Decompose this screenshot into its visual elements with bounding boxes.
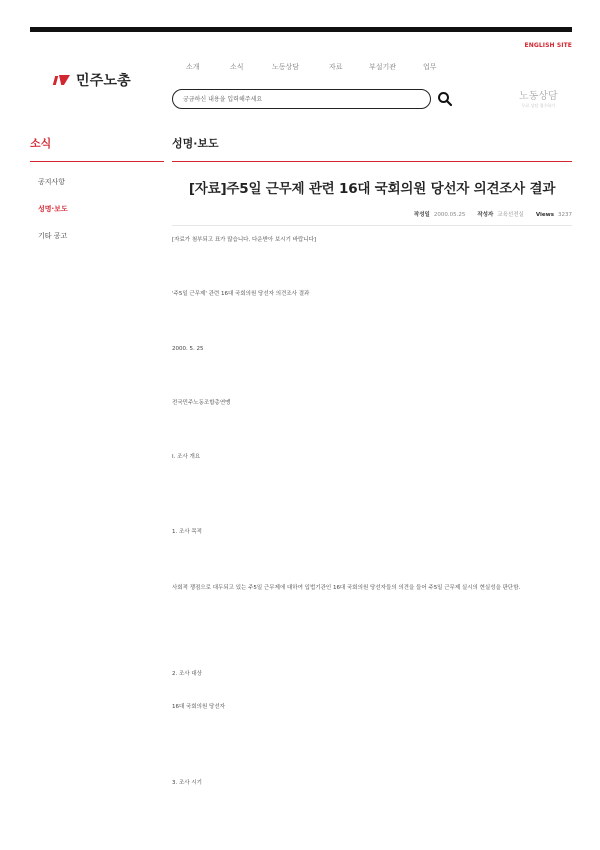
nav-item-about[interactable]: 소개 [186,63,200,71]
consult-title: 노동상담 [519,91,558,102]
post-paragraph: 전국민주노동조합총연맹 [172,400,231,406]
nav-item-affiliates[interactable]: 부설기관 [369,63,397,71]
nav-item-labor-consult[interactable]: 노동상담 [272,63,300,71]
views-label: Views [535,212,554,218]
nav-item-resources[interactable]: 자료 [329,63,343,71]
post-date: 2000.05.25 [433,212,466,218]
logo-mark-icon [54,74,72,86]
search-box [172,89,431,109]
post-paragraph: 2000. 5. 25 [172,346,204,352]
post-author: 교육선전실 [497,212,524,218]
post-meta [414,210,572,218]
title-divider [172,161,572,162]
post-views: 3237 [558,212,572,218]
page-title: 성명·보도 [172,137,219,150]
sidebar-item-other-notices[interactable]: 기타 공고 [38,232,68,240]
post-paragraph: 16대 국회의원 당선자 [172,704,225,710]
search-input[interactable] [183,93,423,105]
post-paragraph: 사회적 쟁점으로 대두되고 있는 주5일 근무제에 대하여 입법기관인 16대 국회의원 당선자들의 의견을 들어 주5일 근무제 실시의 현실성을 판단함. [172,585,521,591]
date-label: 작성일 [413,212,430,218]
post-paragraph: I. 조사 개요 [172,454,201,460]
post-paragraph: 1. 조사 목적 [172,529,202,535]
logo[interactable] [54,70,131,90]
post-paragraph: [자료가 첨부되고 표가 많습니다. 다운받아 보시기 바랍니다] [172,237,317,243]
main-nav [186,62,453,72]
nav-item-news[interactable]: 소식 [230,63,244,71]
sidebar-divider [30,161,164,162]
post-paragraph: '주5일 근무제' 관련 16대 국회의원 당선자 의견조사 결과 [172,291,310,297]
english-site-link[interactable]: ENGLISH SITE [524,42,572,49]
sidebar-title: 소식 [30,137,52,150]
author-label: 작성자 [477,212,494,218]
nav-item-work[interactable]: 업무 [423,63,437,71]
post-paragraph: 3. 조사 시기 [172,780,202,786]
logo-text: 민주노총 [76,73,131,89]
search-icon[interactable] [437,91,453,107]
top-bar [30,27,572,32]
labor-consult-link[interactable] [519,87,558,109]
post-title: [자료]주5일 근무제 관련 16대 국회의원 당선자 의견조사 결과 [188,181,556,197]
meta-divider [172,225,572,226]
consult-subtitle: 무료 상담 접수하기 [521,103,556,108]
sidebar-item-notices[interactable]: 공지사항 [38,178,66,186]
post-paragraph: 2. 조사 대상 [172,671,202,677]
sidebar-item-statements[interactable]: 성명·보도 [38,205,68,213]
